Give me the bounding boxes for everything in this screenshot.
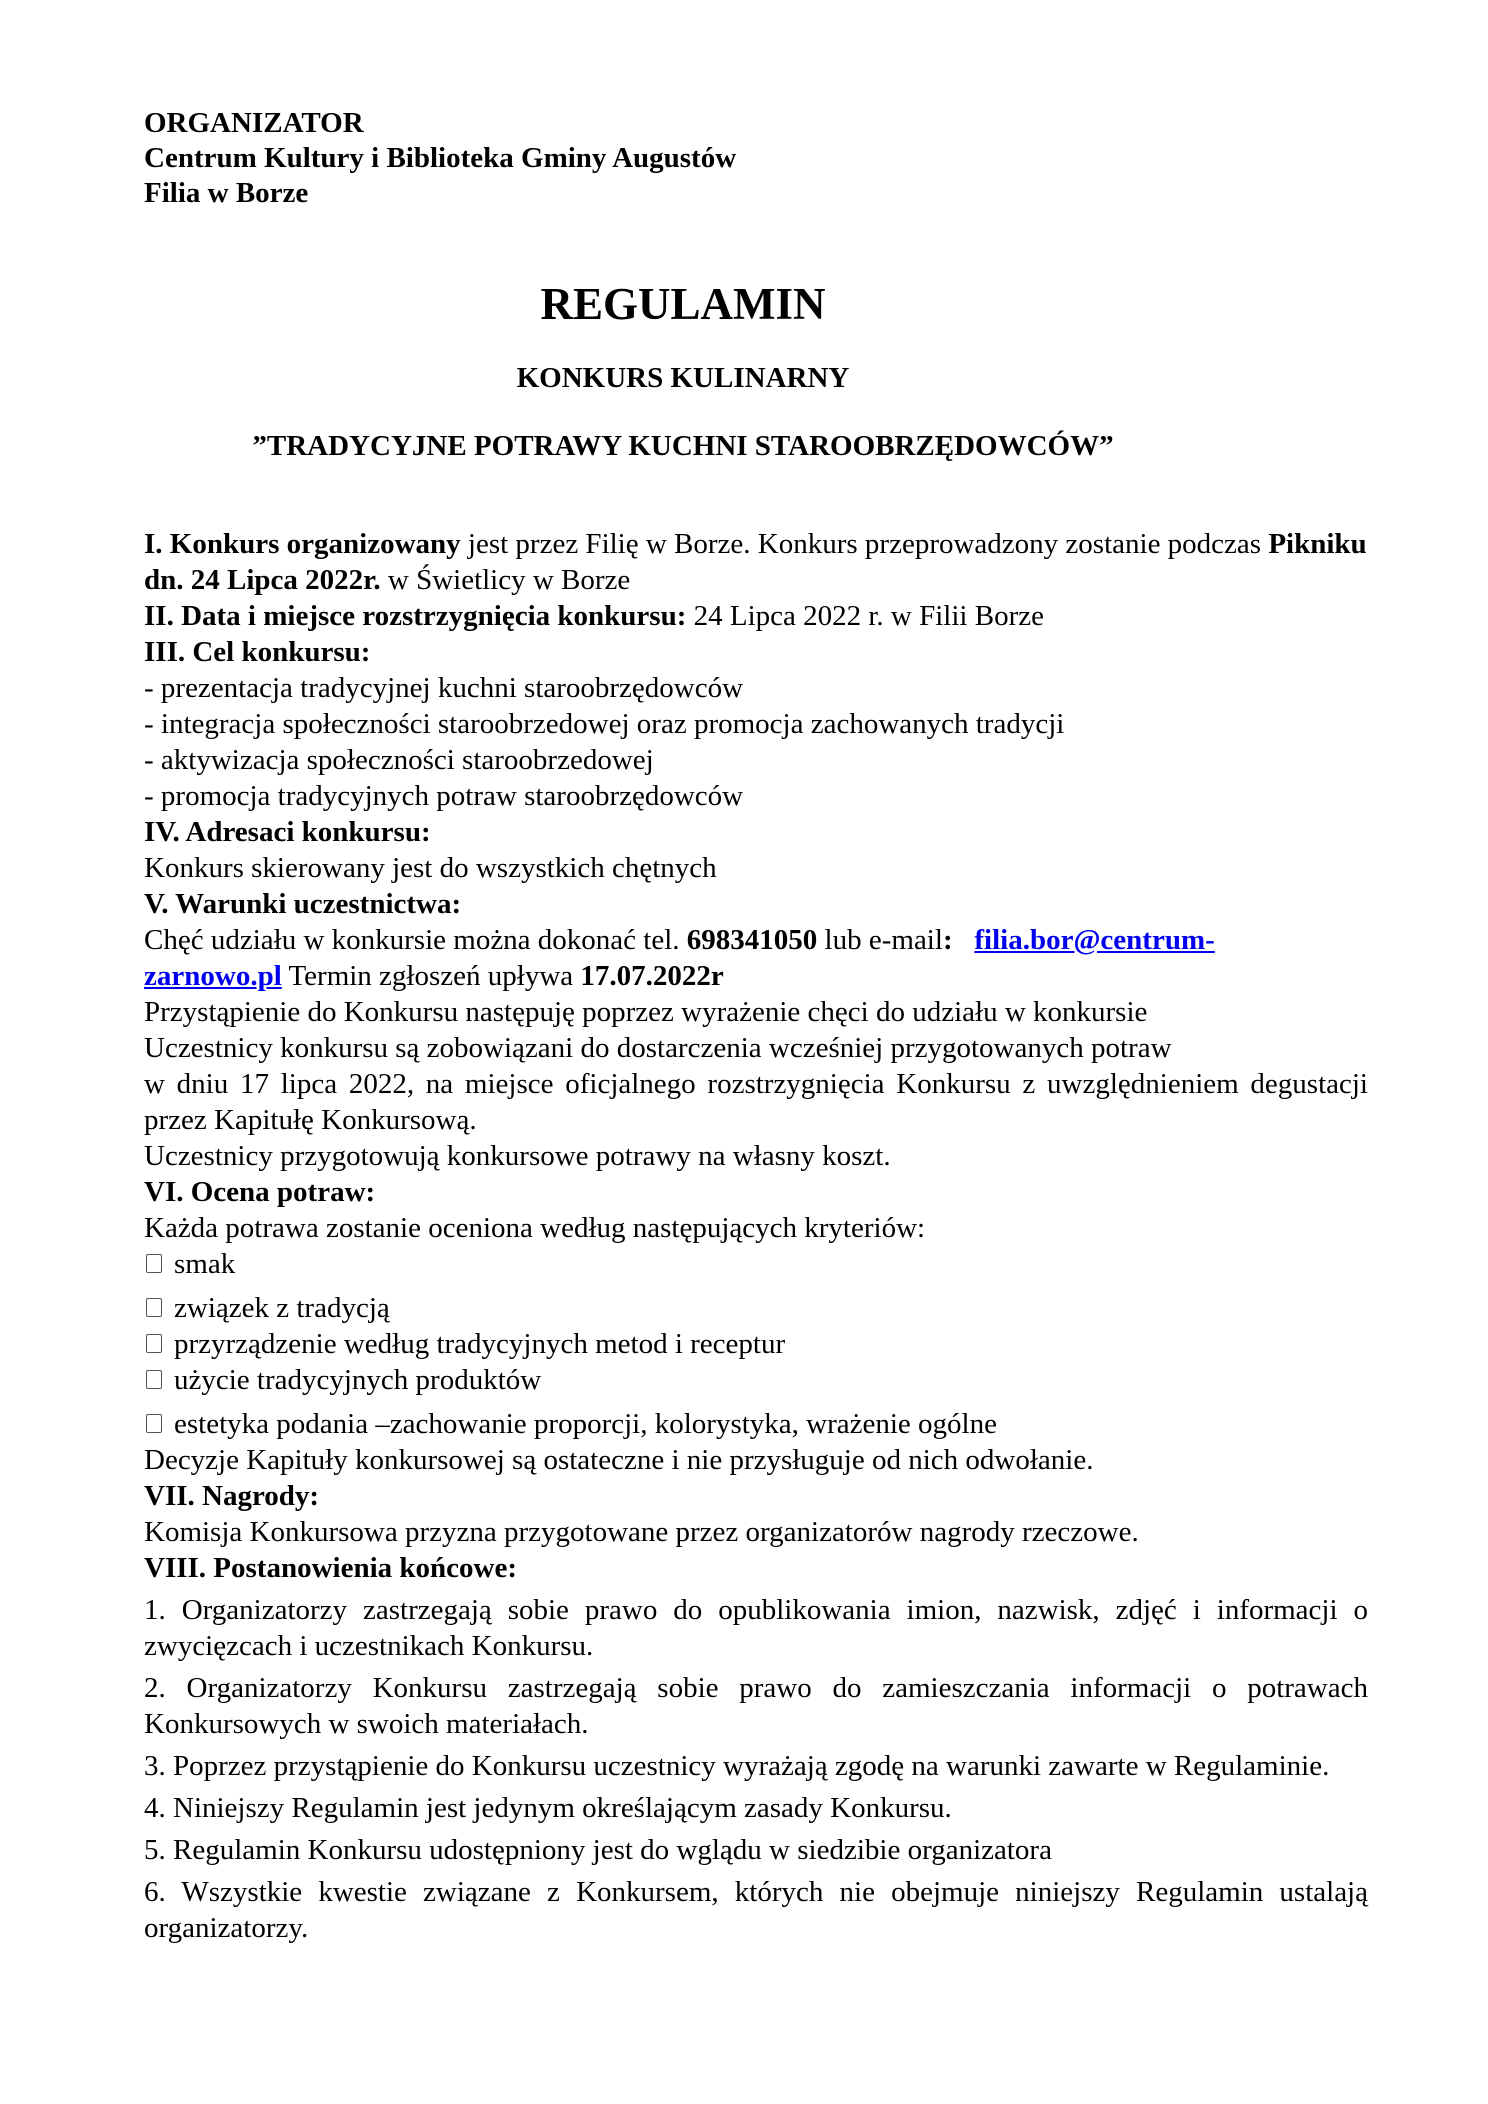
section-7-heading: [144, 1478, 1368, 1514]
criterion-item: [144, 1326, 1368, 1362]
section-5-heading-text: V. Warunki uczestnictwa:: [144, 888, 462, 920]
organizer-block: [144, 106, 736, 211]
criterion-label: związek z tradycją: [174, 1292, 390, 1324]
goal-item: - aktywizacja społeczności staroobrzedowej: [144, 744, 654, 776]
deadline-line: [144, 958, 1368, 994]
section-8-heading-text: VIII. Postanowienia końcowe:: [144, 1552, 517, 1584]
checkbox-bullet-icon: [146, 1254, 162, 1273]
section-2: [144, 598, 1368, 634]
final-provision: 6. Wszystkie kwestie związane z Konkursem, których nie obejmuje niniejszy Regulamin ustalają organizatorzy.: [144, 1876, 1368, 1944]
email-prefix: lub e-mail: [817, 924, 943, 956]
section-3-heading-text: III. Cel konkursu:: [144, 636, 371, 668]
checkbox-bullet-icon: [146, 1298, 162, 1317]
final-provision: 2. Organizatorzy Konkursu zastrzegają sobie prawo do zamieszczania informacji o potrawach Konkursowych w swoich materiałach.: [144, 1672, 1368, 1740]
checkbox-bullet-icon: [146, 1370, 162, 1389]
section-1-text: jest przez Filię w Borze. Konkurs przeprowadzony zostanie podczas: [460, 528, 1269, 560]
section-7-text: Komisja Konkursowa przyzna przygotowane przez organizatorów nagrody rzeczowe.: [144, 1516, 1139, 1548]
document-subtitle: KONKURS KULINARNY: [516, 362, 850, 394]
email-colon: :: [942, 924, 953, 956]
section-6-heading-text: VI. Ocena potraw:: [144, 1176, 376, 1208]
document-title: REGULAMIN: [540, 279, 826, 329]
email-link[interactable]: filia.bor@centrum-: [974, 924, 1215, 956]
regulation-body: [144, 526, 1368, 1946]
criteria-intro: Każda potrawa zostanie oceniona według następujących kryteriów:: [144, 1212, 926, 1244]
criterion-item: [144, 1406, 1368, 1442]
section-2-text: 24 Lipca 2022 r. w Filii Borze: [686, 600, 1044, 632]
decision-note: Decyzje Kapituły konkursowej są ostateczne i nie przysługuje od nich odwołanie.: [144, 1444, 1094, 1476]
deadline-text: Termin zgłoszeń upływa: [281, 960, 581, 992]
checkbox-bullet-icon: [146, 1414, 162, 1433]
organizer-label: ORGANIZATOR: [144, 107, 364, 139]
section-6-heading: [144, 1174, 1368, 1210]
final-provision: 3. Poprzez przystąpienie do Konkursu uczestnicy wyrażają zgodę na warunki zawarte w Regulaminie.: [144, 1750, 1330, 1782]
email-link-continued[interactable]: zarnowo.pl: [144, 960, 282, 992]
section-1-event: Pikniku dn. 24 Lipca 2022r.: [144, 528, 1367, 596]
participation-line: w dniu 17 lipca 2022, na miejsce oficjalnego rozstrzygnięcia Konkursu z uwzględnieniem degustacji przez Kapitułę Konkursową.: [144, 1068, 1368, 1136]
section-1-place: w Świetlicy w Borze: [380, 564, 631, 596]
section-3-heading: [144, 634, 1368, 670]
section-2-heading: II. Data i miejsce rozstrzygnięcia konkursu:: [144, 600, 687, 632]
participation-line: Uczestnicy przygotowują konkursowe potrawy na własny koszt.: [144, 1140, 891, 1172]
criterion-item: [144, 1290, 1368, 1326]
organizer-name: Centrum Kultury i Biblioteka Gminy Augustów: [144, 142, 737, 174]
section-4-heading-text: IV. Adresaci konkursu:: [144, 816, 431, 848]
contest-name: ”TRADYCYJNE POTRAWY KUCHNI STAROOBRZĘDOWCÓW”: [252, 430, 1114, 462]
final-provision: 5. Regulamin Konkursu udostępniony jest do wglądu w siedzibie organizatora: [144, 1834, 1052, 1866]
organizer-branch: Filia w Borze: [144, 177, 309, 209]
section-1-heading: I. Konkurs organizowany: [144, 528, 461, 560]
participation-line: Przystąpienie do Konkursu następuję poprzez wyrażenie chęci do udziału w konkursie: [144, 996, 1148, 1028]
goal-item: - integracja społeczności staroobrzedowej oraz promocja zachowanych tradycji: [144, 708, 1065, 740]
checkbox-bullet-icon: [146, 1334, 162, 1353]
goal-item: - promocja tradycyjnych potraw staroobrzędowców: [144, 780, 744, 812]
participation-line: Uczestnicy konkursu są zobowiązani do dostarczenia wcześniej przygotowanych potraw: [144, 1032, 1172, 1064]
goal-item: - prezentacja tradycyjnej kuchni staroobrzędowców: [144, 672, 744, 704]
final-provision: 4. Niniejszy Regulamin jest jedynym określającym zasady Konkursu.: [144, 1792, 952, 1824]
criterion-label: smak: [174, 1248, 236, 1280]
criterion-label: użycie tradycyjnych produktów: [174, 1364, 542, 1396]
phone-number: 698341050: [686, 924, 818, 956]
section-1: [144, 526, 1368, 598]
criterion-label: przyrządzenie według tradycyjnych metod i receptur: [174, 1328, 786, 1360]
contact-text: Chęć udziału w konkursie można dokonać tel.: [144, 924, 687, 956]
section-4-text: Konkurs skierowany jest do wszystkich chętnych: [144, 852, 717, 884]
final-provision: 1. Organizatorzy zastrzegają sobie prawo do opublikowania imion, nazwisk, zdjęć i informacji o zwycięzcach i uczestnikach Konkursu.: [144, 1594, 1368, 1662]
section-8-heading: [144, 1550, 1368, 1586]
section-4-heading: [144, 814, 1368, 850]
deadline-date: 17.07.2022r: [580, 960, 724, 992]
criterion-item: [144, 1246, 1368, 1282]
section-7-heading-text: VII. Nagrody:: [144, 1480, 320, 1512]
contact-line: [144, 922, 1368, 958]
criterion-item: [144, 1362, 1368, 1398]
criterion-label: estetyka podania –zachowanie proporcji, kolorystyka, wrażenie ogólne: [174, 1408, 997, 1440]
section-5-heading: [144, 886, 1368, 922]
